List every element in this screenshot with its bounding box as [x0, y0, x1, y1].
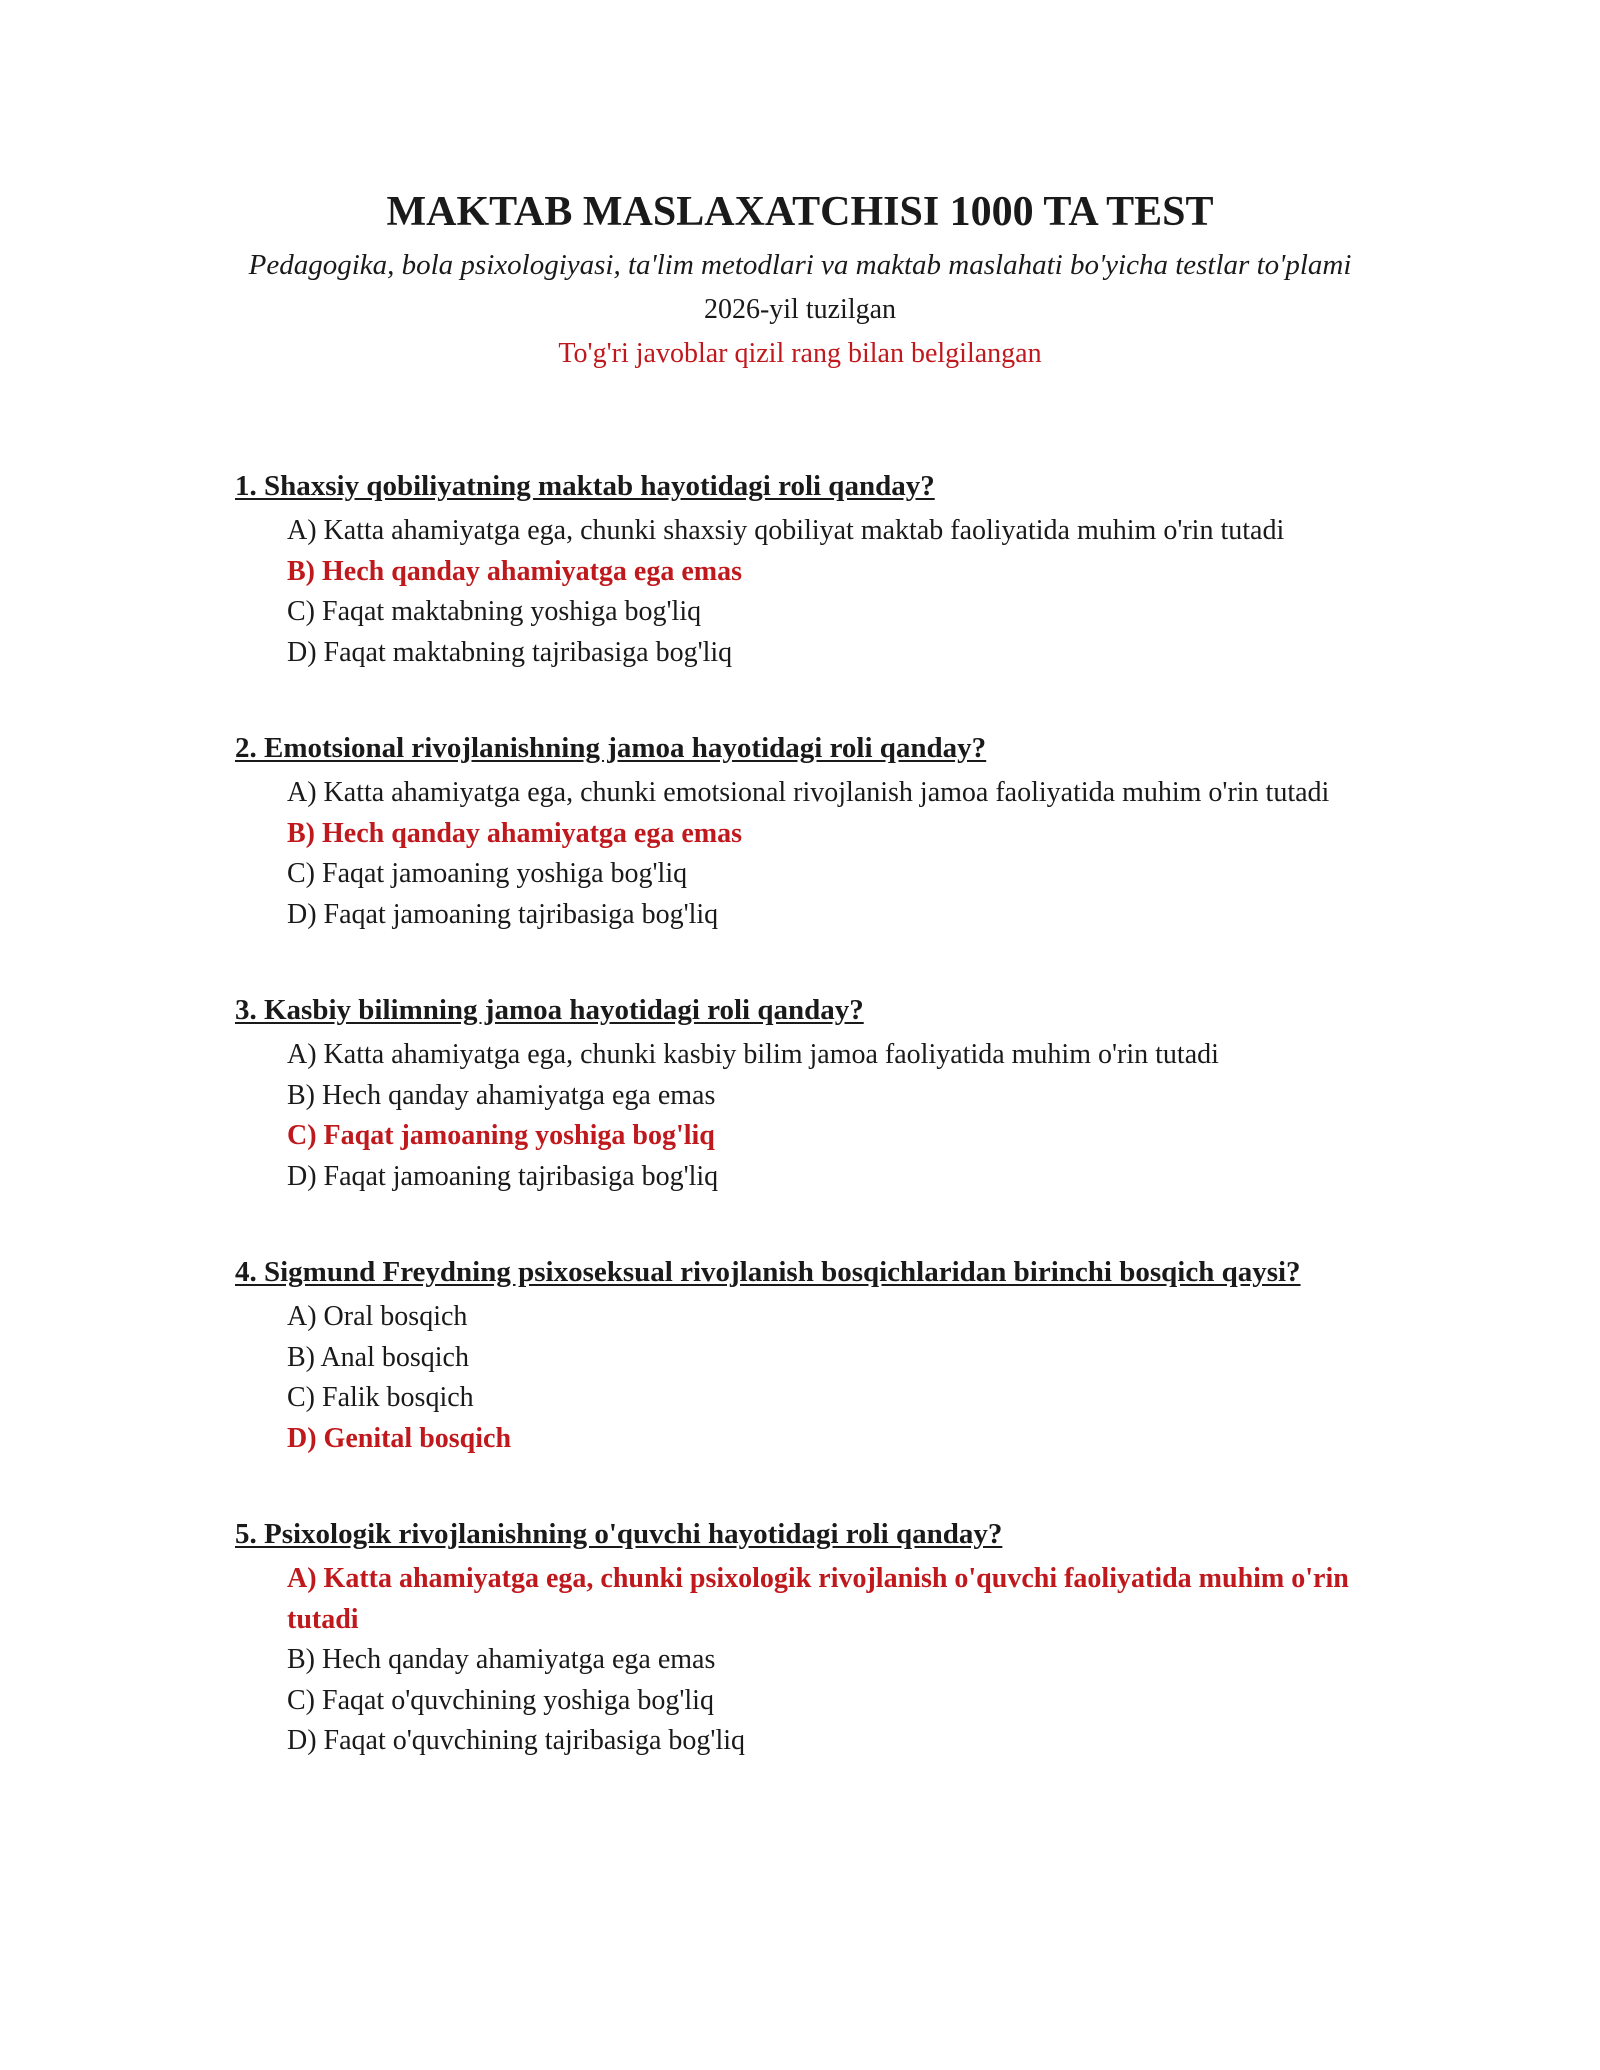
question-list: [235, 466, 1365, 1817]
correct-answer-option: D) Genital bosqich: [287, 1422, 512, 1454]
answer-option: C) Faqat maktabning yoshiga bog'liq: [287, 596, 702, 627]
question-item: [235, 1514, 1365, 1762]
correct-answer-option: A) Katta ahamiyatga ega, chunki psixologik rivojlanish o'quvchi faoliyatida muhim o'rin tutadi: [287, 1563, 1349, 1635]
correct-answer-option: B) Hech qanday ahamiyatga ega emas: [287, 555, 742, 587]
answer-option: D) Faqat jamoaning tajribasiga bog'liq: [287, 1160, 719, 1192]
answer-options: [235, 1559, 1365, 1762]
correct-answer-option: C) Faqat jamoaning yoshiga bog'liq: [287, 1120, 715, 1151]
answer-option: D) Faqat maktabning tajribasiga bog'liq: [287, 636, 733, 668]
question-item: [235, 1252, 1365, 1459]
question-text: 1. Shaxsiy qobiliyatning maktab hayotidagi roli qanday?: [235, 470, 935, 502]
question-item: [235, 728, 1365, 935]
answer-options: [235, 1297, 1365, 1459]
answer-option: C) Faqat o'quvchining yoshiga bog'liq: [287, 1684, 714, 1716]
answer-option: A) Oral bosqich: [287, 1301, 468, 1332]
answer-option: A) Katta ahamiyatga ega, chunki emotsional rivojlanish jamoa faoliyatida muhim o'rin tutadi: [287, 777, 1330, 808]
answer-option: B) Hech qanday ahamiyatga ega emas: [287, 1644, 716, 1675]
question-text: 4. Sigmund Freydning psixoseksual rivojlanish bosqichlaridan birinchi bosqich qaysi?: [235, 1256, 1301, 1288]
correct-answer-note: To'g'ri javoblar qizil rang bilan belgilangan: [558, 338, 1042, 369]
answer-option: C) Faqat jamoaning yoshiga bog'liq: [287, 858, 688, 889]
document-subtitle: Pedagogika, bola psixologiyasi, ta'lim metodlari va maktab maslahati bo'yicha testlar to'plami: [248, 249, 1352, 281]
answer-option: B) Hech qanday ahamiyatga ega emas: [287, 1079, 716, 1111]
answer-options: [235, 1035, 1365, 1197]
question-text: 5. Psixologik rivojlanishning o'quvchi hayotidagi roli qanday?: [235, 1518, 1003, 1550]
answer-option: D) Faqat o'quvchining tajribasiga bog'liq: [287, 1725, 746, 1756]
answer-options: [235, 773, 1365, 935]
answer-option: D) Faqat jamoaning tajribasiga bog'liq: [287, 898, 719, 930]
answer-option: B) Anal bosqich: [287, 1341, 469, 1373]
answer-option: C) Falik bosqich: [287, 1382, 474, 1413]
question-text: 2. Emotsional rivojlanishning jamoa hayotidagi roli qanday?: [235, 732, 987, 764]
answer-option: A) Katta ahamiyatga ega, chunki kasbiy bilim jamoa faoliyatida muhim o'rin tutadi: [287, 1039, 1219, 1070]
answer-option: A) Katta ahamiyatga ega, chunki shaxsiy qobiliyat maktab faoliyatida muhim o'rin tutadi: [287, 515, 1285, 546]
document-header: [200, 186, 1400, 374]
document-title: MAKTAB MASLAXATCHISI 1000 TA TEST: [386, 189, 1214, 235]
document-year: 2026-yil tuzilgan: [703, 294, 897, 325]
correct-answer-option: B) Hech qanday ahamiyatga ega emas: [287, 817, 742, 849]
answer-options: [235, 511, 1365, 673]
question-text: 3. Kasbiy bilimning jamoa hayotidagi roli qanday?: [235, 994, 864, 1026]
question-item: [235, 990, 1365, 1197]
question-item: [235, 466, 1365, 673]
